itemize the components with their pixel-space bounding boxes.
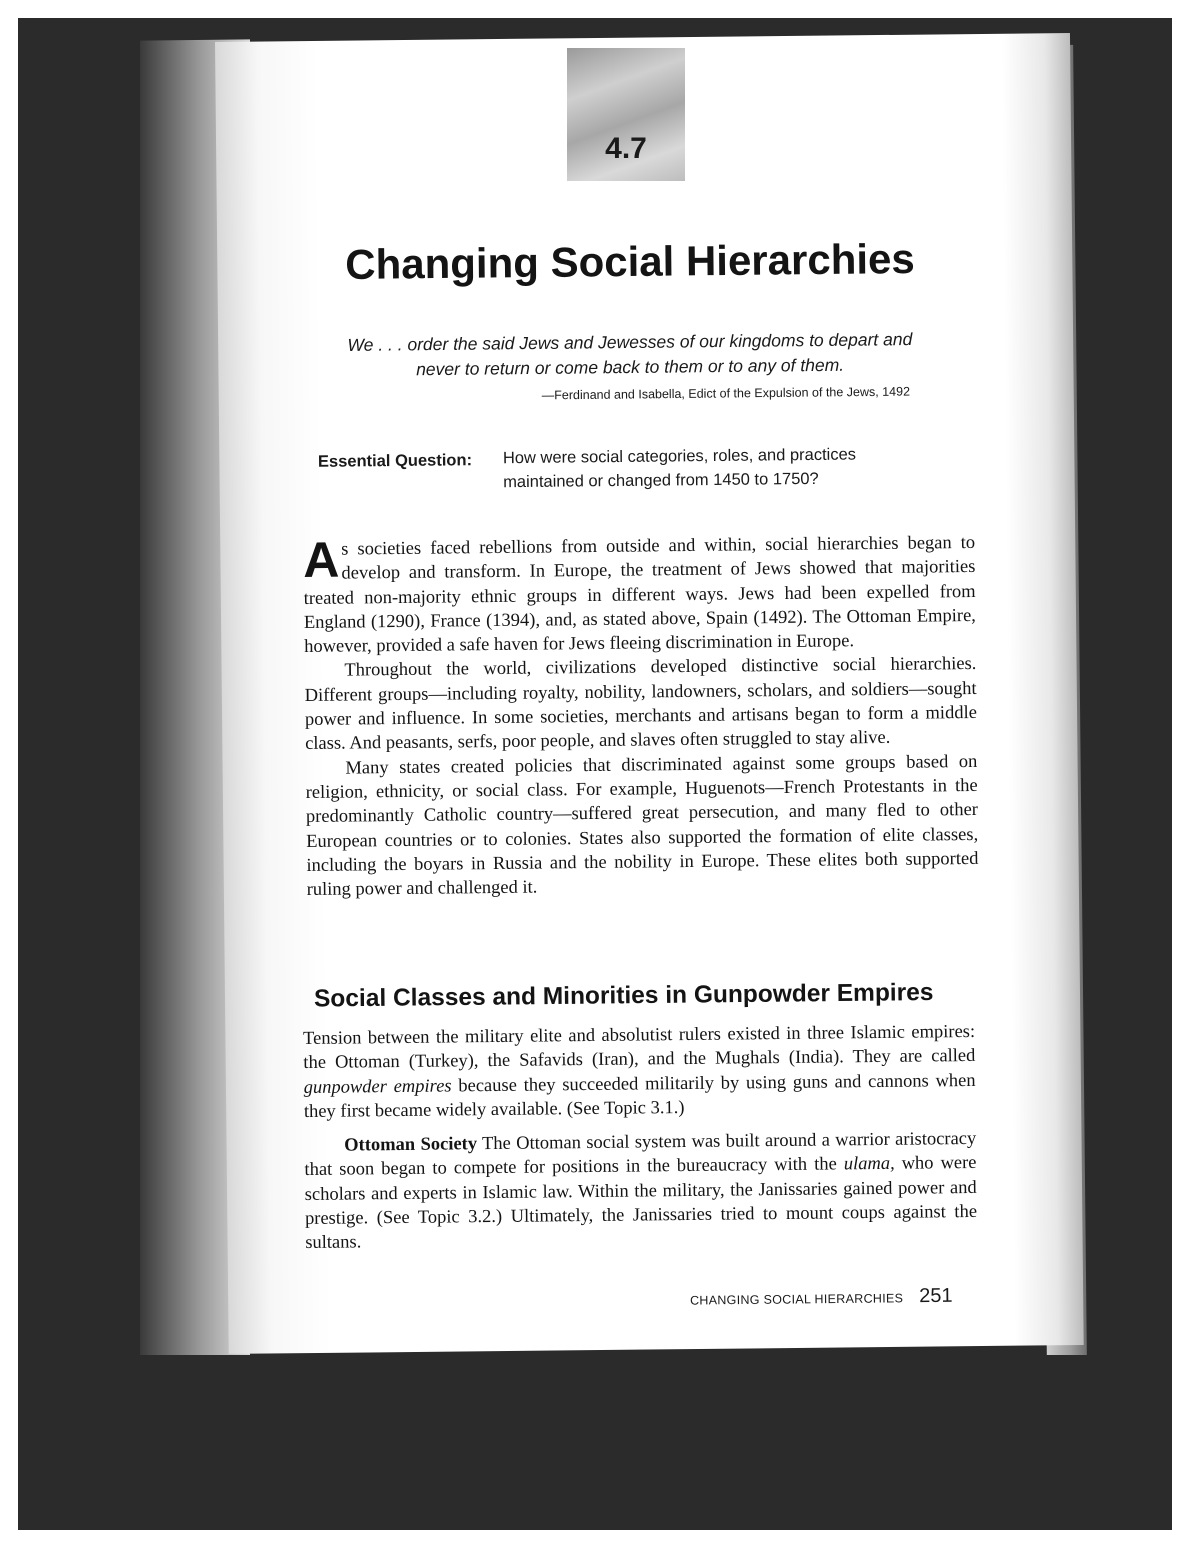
section-heading: Social Classes and Minorities in Gunpowder Empires [313, 979, 934, 1013]
essential-question-label: Essential Question: [317, 451, 473, 471]
intro-text [303, 531, 979, 902]
term-gunpowder-empires: gunpowder empires [303, 1076, 452, 1098]
section-text [303, 1020, 977, 1256]
essential-question-text: How were social categories, roles, and practices maintained or changed from 1450 to 1750? [502, 445, 857, 492]
section-paragraph-2: Ottoman Society The Ottoman social system was built around a warrior aristocracy that soon began to compete for positions in the bureaucracy with the ulama, who were scholars and experts in Islamic law. Within the military, the Janissaries gained power and prestige. (See Topic 3.2.) Ultimately, the Janissaries tried to mount coups against the sultans. [304, 1129, 978, 1254]
page-number: 251 [919, 1284, 953, 1308]
intro-paragraph-1-text: s societies faced rebellions from outside and within, social hierarchies began to develop and transform. In Europe, the treatment of Jews showed that majorities treated non-majority ethnic groups in different ways. Jews had been expelled from England (1290), France (1394), and, as stated above, Spain (1492). The Ottoman Empire, however, provided a safe haven for Jews fleeing discrimination in Europe. [303, 532, 976, 658]
drop-cap: A [302, 531, 340, 588]
intro-paragraph-3: Many states created policies that discriminated against some groups based on religion, ethnicity, or social class. For example, Huguenots—French Protestants in the predominantly Catholic country—suffered great persecution, and many fled to other European countries or to colonies. States also supported the formation of elite classes, including the boyars in Russia and the nobility in Europe. These elites both supported ruling power and challenged it. [305, 751, 979, 901]
epigraph-quote [305, 327, 955, 384]
running-head: CHANGING SOCIAL HIERARCHIES [689, 1291, 904, 1308]
page-footer [690, 1284, 990, 1310]
scan-bottom-margin [18, 1355, 1172, 1530]
page-title: Changing Social Hierarchies [344, 235, 915, 288]
quote-line-1: We . . . order the said Jews and Jewesses of our kingdoms to depart and [347, 329, 913, 355]
run-in-head: Ottoman Society [344, 1134, 478, 1156]
topic-number: 4.7 [605, 132, 647, 165]
quote-attribution: —Ferdinand and Isabella, Edict of the Expulsion of the Jews, 1492 [541, 384, 911, 403]
quote-line-2: never to return or come back to them or to any of them. [416, 354, 845, 380]
term-ulama: ulama, [843, 1154, 895, 1175]
topic-tab [567, 48, 685, 181]
intro-paragraph-1 [303, 531, 976, 660]
intro-paragraph-2: Throughout the world, civilizations developed distinctive social hierarchies. Different groups—including royalty, nobility, landowners, scholars, and soldiers—sought power and influence. In some societies, merchants and artisans began to form a middle class. And peasants, serfs, poor people, and slaves often struggled to stay alive. [304, 654, 977, 755]
section-paragraph-1: Tension between the military elite and absolutist rulers existed in three Islamic empires: the Ottoman (Turkey), the Safavids (Iran), and the Mughals (India). They are called gunpowder empires because they succeeded militarily by using guns and cannons when they first became widely available. (See Topic 3.1.) [303, 1021, 976, 1122]
